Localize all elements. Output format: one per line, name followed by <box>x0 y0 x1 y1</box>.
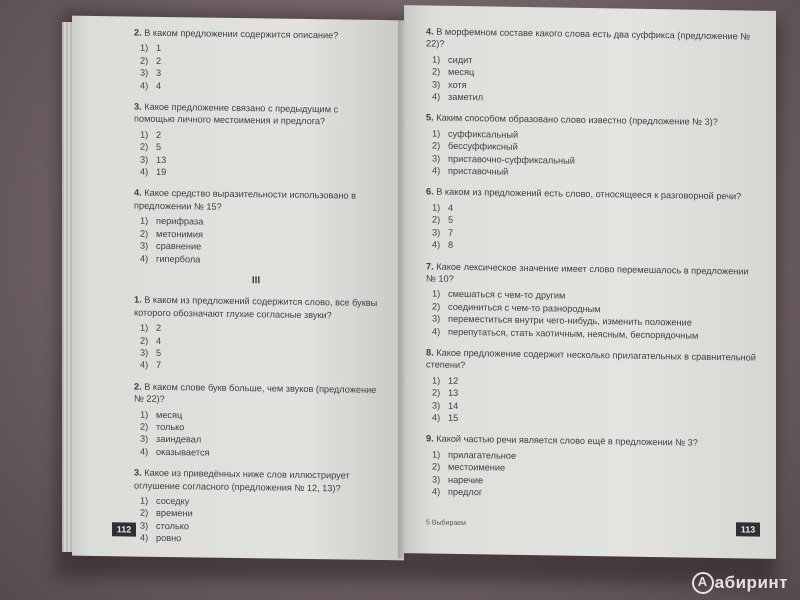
answer-options <box>134 495 378 548</box>
left-page <box>72 16 404 561</box>
option-number: 3) <box>140 240 149 251</box>
option-text: заиндевал <box>156 434 202 445</box>
question-text <box>426 433 756 451</box>
option-text: местоимение <box>448 461 506 473</box>
answer-option <box>140 532 378 548</box>
option-number: 1) <box>432 54 441 65</box>
option-text: 19 <box>156 166 167 178</box>
option-text: перифраза <box>156 216 204 227</box>
question-body: Какое лексическое значение имеет слово перемешалось в предложении № 10? <box>426 261 749 284</box>
option-text: предлог <box>448 486 483 498</box>
option-number: 4) <box>432 239 441 250</box>
option-number: 3) <box>432 227 441 238</box>
option-text: 7 <box>448 227 454 238</box>
option-text: бессуффиксный <box>448 141 518 153</box>
option-text: ровно <box>156 533 182 544</box>
question-body: В каком из предложений есть слово, относящееся к разговорной речи? <box>436 187 742 202</box>
answer-options <box>426 201 756 256</box>
question-block <box>426 112 756 182</box>
question-block <box>426 260 756 343</box>
question-body: Каким способом образовано слово известно (предложение № 3)? <box>436 113 718 128</box>
question-body: Какой частью речи является слово ещё в предложении № 3? <box>436 433 698 449</box>
option-number: 4) <box>432 165 441 176</box>
option-number: 4) <box>140 253 149 264</box>
question-block <box>134 187 378 268</box>
option-number: 4) <box>432 91 441 102</box>
option-number: 4) <box>432 412 441 423</box>
question-number: 6. <box>426 186 434 198</box>
option-text: перепутаться, стать хаотичным, неясным, беспорядочным <box>448 326 699 341</box>
option-text: приставочный <box>448 165 509 177</box>
question-body: В каком слове букв больше, чем звуков (предложение № 22)? <box>134 381 377 405</box>
answer-options <box>134 215 378 268</box>
watermark-letter: А <box>692 572 714 594</box>
answer-options <box>426 448 756 503</box>
option-text: 13 <box>448 387 459 399</box>
option-number: 1) <box>432 375 441 386</box>
question-number: 5. <box>426 112 434 123</box>
question-number: 8. <box>426 347 434 358</box>
answer-option <box>140 445 378 461</box>
option-text: оказывается <box>156 446 210 458</box>
question-body: В морфемном составе какого слова есть два суффикса (предложение № 22)? <box>426 26 751 50</box>
option-text: 13 <box>156 154 167 165</box>
option-number: 2) <box>140 335 149 346</box>
option-text: только <box>156 421 185 433</box>
answer-option <box>140 359 378 375</box>
question-text <box>426 25 756 55</box>
option-number: 3) <box>140 520 149 531</box>
question-block <box>134 294 378 375</box>
question-text <box>134 187 378 215</box>
option-number: 3) <box>432 79 441 90</box>
option-number: 2) <box>140 421 149 432</box>
option-text: 8 <box>448 239 454 250</box>
option-text: 15 <box>448 412 459 423</box>
question-body: Какое предложение содержит несколько прилагательных в сравнительной степени? <box>426 347 756 371</box>
option-number: 4) <box>140 446 149 457</box>
option-text: гипербола <box>156 253 201 264</box>
question-number: 4. <box>134 188 142 199</box>
option-number: 3) <box>432 400 441 411</box>
option-number: 3) <box>140 347 149 358</box>
option-text: смешаться с чем-то другим <box>448 289 566 301</box>
question-body: Какое из приведённых ниже слов иллюстрирует оглушение согласного (предложения № 12, 13)? <box>134 467 350 494</box>
question-text <box>426 112 756 130</box>
question-text <box>134 380 378 408</box>
option-number: 4) <box>140 359 149 371</box>
option-number: 2) <box>140 55 149 66</box>
option-number: 3) <box>140 434 149 445</box>
question-number: 3. <box>134 101 142 112</box>
option-text: 2 <box>156 55 162 66</box>
question-list <box>426 25 756 503</box>
option-text: прилагательное <box>448 449 517 461</box>
option-text: хотя <box>448 79 467 90</box>
option-number: 1) <box>432 202 441 213</box>
watermark-logo <box>692 572 788 594</box>
option-number: 2) <box>140 228 149 239</box>
question-block <box>134 380 378 461</box>
question-text <box>426 260 756 290</box>
option-text: 5 <box>448 215 454 226</box>
option-number: 3) <box>432 313 441 324</box>
option-text: заметил <box>448 91 484 103</box>
question-block <box>134 101 378 182</box>
question-block <box>426 433 756 503</box>
answer-options <box>134 42 378 95</box>
option-text: приставочно-суффиксальный <box>448 153 575 166</box>
answer-options <box>134 128 378 181</box>
question-body: Какое средство выразительности использовано в предложении № 15? <box>134 188 356 212</box>
option-number: 3) <box>432 153 441 164</box>
question-list <box>134 27 378 268</box>
option-number: 1) <box>432 449 441 460</box>
option-text: 2 <box>156 129 162 140</box>
option-number: 2) <box>432 214 441 225</box>
question-text <box>426 346 756 376</box>
question-text <box>134 101 378 129</box>
option-number: 1) <box>140 215 149 227</box>
option-text: 4 <box>156 80 162 91</box>
question-block <box>426 186 756 256</box>
page-footer-text: 5 Выбираем <box>426 519 466 527</box>
right-page <box>404 5 776 559</box>
option-number: 4) <box>140 166 149 177</box>
question-body: В каком предложении содержится описание? <box>144 27 339 41</box>
question-list <box>134 294 378 548</box>
answer-options <box>426 374 756 429</box>
option-number: 2) <box>432 140 441 151</box>
answer-option <box>140 166 378 182</box>
question-body: В каком из предложений содержится слово, все буквы которого обозначают глухие согласные звуки? <box>134 295 378 321</box>
answer-option <box>140 252 378 268</box>
question-body: Какое предложение связано с предыдущим с помощью личного местоимения и предлога? <box>134 101 339 127</box>
answer-option <box>140 79 378 95</box>
watermark-text: абиринт <box>714 573 788 592</box>
option-number: 2) <box>432 66 441 77</box>
option-text: суффиксальный <box>448 128 519 140</box>
option-number: 1) <box>140 495 149 506</box>
page-number: 113 <box>736 522 760 536</box>
question-number: 2. <box>134 381 142 392</box>
page-number: 112 <box>112 522 136 536</box>
answer-options <box>426 127 756 182</box>
option-number: 4) <box>432 326 441 337</box>
option-number: 1) <box>140 409 149 420</box>
option-text: 7 <box>156 360 162 371</box>
section-heading: III <box>251 275 261 287</box>
option-text: наречие <box>448 474 484 485</box>
question-block <box>134 27 378 95</box>
option-text: 12 <box>448 375 459 386</box>
question-text <box>134 294 378 322</box>
question-number: 3. <box>134 467 142 478</box>
option-number: 2) <box>140 508 149 519</box>
option-text: переместиться внутри чего-нибудь, изменить положение <box>448 313 692 328</box>
option-text: сравнение <box>156 240 202 252</box>
option-number: 1) <box>432 128 441 139</box>
question-block <box>134 467 378 548</box>
option-text: соседку <box>156 495 190 507</box>
option-text: сидит <box>448 54 473 65</box>
question-number: 2. <box>134 27 142 38</box>
option-number: 1) <box>140 322 149 333</box>
option-number: 4) <box>140 532 149 543</box>
option-text: 4 <box>156 335 162 346</box>
option-number: 3) <box>432 474 441 485</box>
question-number: 1. <box>134 294 142 305</box>
option-number: 1) <box>140 43 149 54</box>
option-number: 1) <box>432 288 441 299</box>
question-number: 4. <box>426 26 434 37</box>
question-block <box>426 25 756 108</box>
question-number: 9. <box>426 433 434 444</box>
option-number: 1) <box>140 129 149 140</box>
option-number: 4) <box>432 486 441 497</box>
option-number: 3) <box>140 67 149 78</box>
question-text <box>134 467 378 495</box>
option-number: 2) <box>432 387 441 398</box>
option-text: месяц <box>156 409 183 420</box>
option-text: соединиться с чем-то разнородным <box>448 301 601 314</box>
option-text: 4 <box>448 202 454 213</box>
question-number: 7. <box>426 260 434 272</box>
option-number: 2) <box>140 141 149 152</box>
option-text: 5 <box>156 142 162 153</box>
option-text: 1 <box>156 43 162 54</box>
option-text: 3 <box>156 68 162 79</box>
option-text: столько <box>156 520 189 532</box>
question-text <box>426 186 756 204</box>
answer-options <box>134 408 378 461</box>
option-text: метонимия <box>156 228 203 240</box>
answer-options <box>134 322 378 375</box>
option-number: 3) <box>140 154 149 165</box>
option-text: 5 <box>156 347 162 358</box>
option-text: 14 <box>448 400 459 411</box>
option-text: месяц <box>448 66 475 78</box>
answer-options <box>426 53 756 108</box>
option-number: 2) <box>432 461 441 472</box>
answer-options <box>426 288 756 343</box>
option-text: времени <box>156 508 193 519</box>
question-text <box>134 27 378 43</box>
question-block <box>426 346 756 429</box>
option-text: 2 <box>156 322 162 334</box>
option-number: 4) <box>140 80 149 91</box>
option-number: 2) <box>432 301 441 312</box>
book-gutter <box>398 10 412 558</box>
